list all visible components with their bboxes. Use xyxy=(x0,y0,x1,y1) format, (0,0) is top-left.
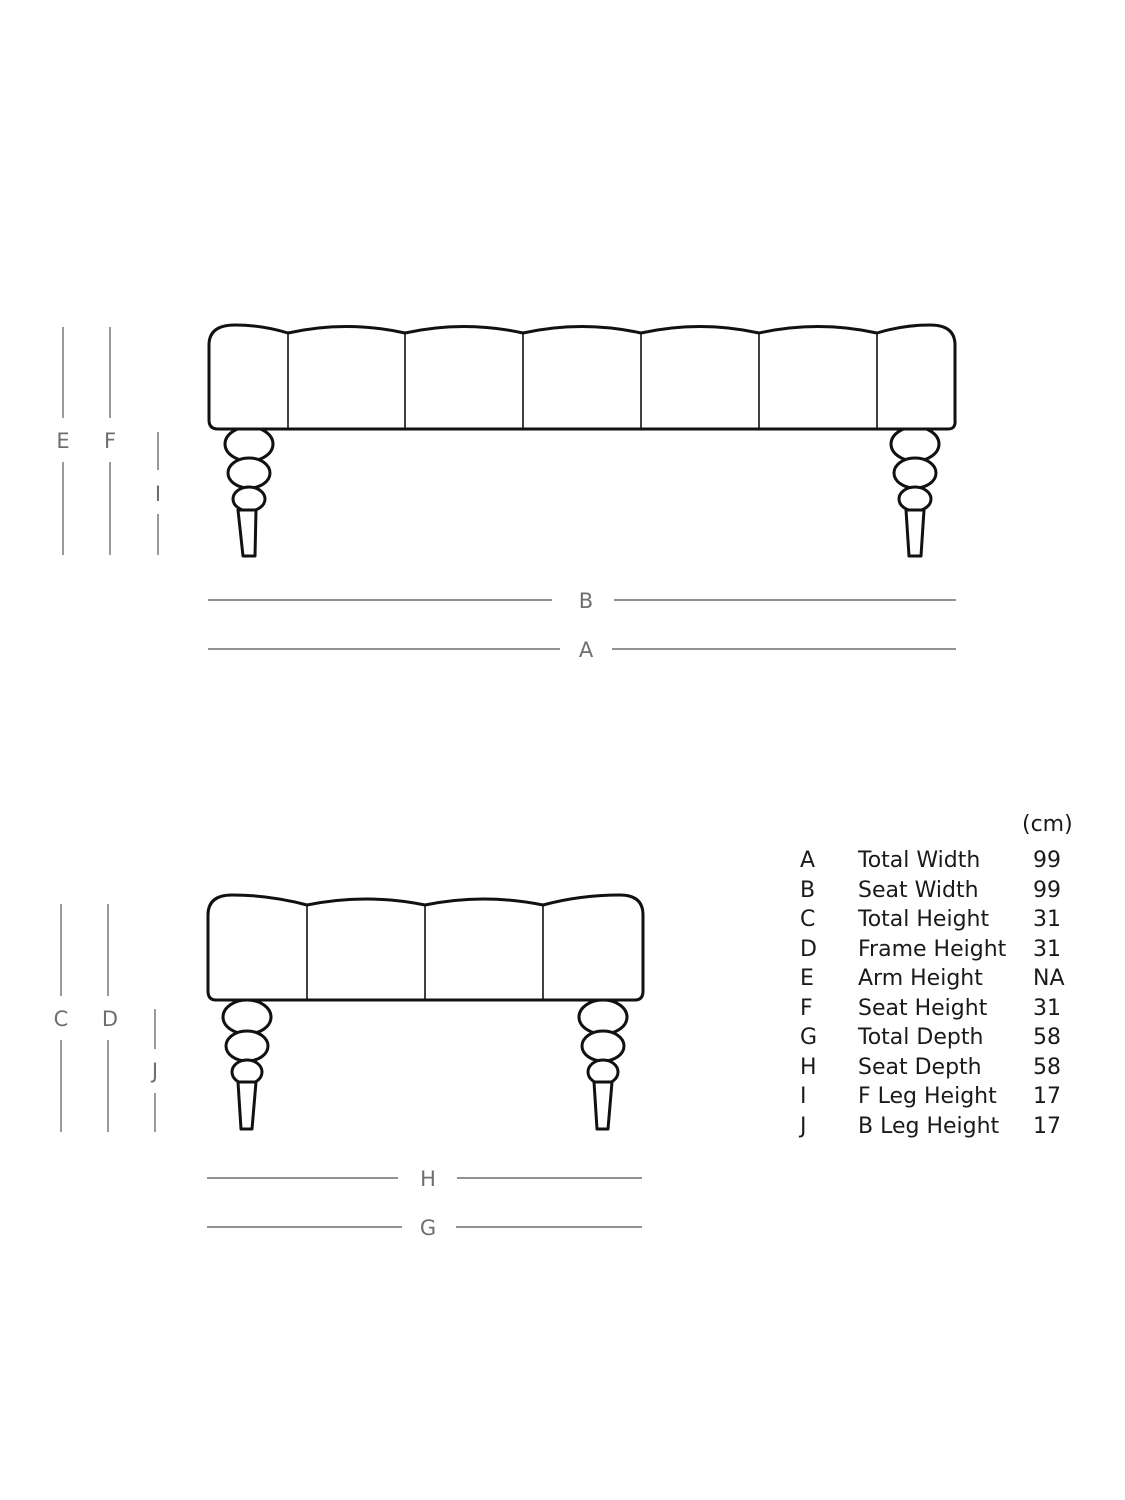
row-value: 17 xyxy=(1033,1084,1061,1109)
side-right-leg xyxy=(579,1000,627,1129)
side-view xyxy=(54,895,643,1240)
table-row xyxy=(797,907,1097,937)
row-value: 99 xyxy=(1033,878,1061,903)
row-name: Seat Width xyxy=(858,878,979,903)
row-key: E xyxy=(800,966,814,991)
table-row xyxy=(797,937,1097,967)
row-name: Total Height xyxy=(858,907,990,932)
table-row xyxy=(797,1084,1097,1114)
dimension-i xyxy=(155,432,161,555)
unit-label: (cm) xyxy=(1022,812,1073,837)
row-value: 58 xyxy=(1033,1055,1061,1080)
row-key: C xyxy=(800,907,816,932)
table-row xyxy=(797,1025,1097,1055)
row-value: 31 xyxy=(1033,907,1061,932)
row-value: 99 xyxy=(1033,848,1061,873)
row-name: Arm Height xyxy=(858,966,983,991)
dimension-g xyxy=(207,1216,642,1240)
row-key: H xyxy=(800,1055,817,1080)
dimension-label-c: C xyxy=(53,1007,69,1031)
dimension-j xyxy=(150,1009,158,1132)
dimension-label-a: A xyxy=(578,638,594,662)
dimension-label-b: B xyxy=(578,589,594,613)
row-key: I xyxy=(800,1084,807,1109)
dimension-c xyxy=(54,904,69,1132)
row-name: B Leg Height xyxy=(858,1114,1000,1139)
row-name: Seat Depth xyxy=(858,1055,982,1080)
table-row xyxy=(797,878,1097,908)
dimension-h xyxy=(207,1167,642,1191)
dimension-f xyxy=(104,327,116,555)
dimension-label-j: J xyxy=(151,1059,159,1083)
row-value: 17 xyxy=(1033,1114,1061,1139)
dimension-label-f: F xyxy=(103,429,117,453)
row-name: Frame Height xyxy=(858,937,1007,962)
dimension-e xyxy=(56,327,69,555)
row-name: Seat Height xyxy=(858,996,988,1021)
side-left-leg xyxy=(223,1000,271,1129)
front-right-leg xyxy=(891,427,939,556)
dimension-label-g: G xyxy=(419,1216,437,1240)
table-row xyxy=(797,1114,1097,1144)
row-key: A xyxy=(800,848,816,873)
row-value: 31 xyxy=(1033,996,1061,1021)
row-name: Total Width xyxy=(858,848,981,873)
row-value: 31 xyxy=(1033,937,1061,962)
dimension-a xyxy=(208,638,956,662)
table-row xyxy=(797,966,1097,996)
front-seat-cushion xyxy=(209,325,955,429)
row-value: NA xyxy=(1033,966,1065,991)
table-row xyxy=(797,1055,1097,1085)
dimension-label-d: D xyxy=(101,1007,119,1031)
dimension-label-h: H xyxy=(420,1167,436,1191)
table-row xyxy=(797,996,1097,1026)
dimension-b xyxy=(208,589,956,613)
dimension-d xyxy=(102,904,118,1132)
row-key: B xyxy=(800,878,816,903)
row-key: J xyxy=(800,1114,807,1139)
dimension-label-i: I xyxy=(154,482,162,506)
row-name: Total Depth xyxy=(858,1025,984,1050)
row-key: D xyxy=(800,937,817,962)
dimension-label-e: E xyxy=(56,429,70,453)
row-key: G xyxy=(800,1025,818,1050)
row-key: F xyxy=(800,996,813,1021)
table-row xyxy=(797,848,1097,878)
row-name: F Leg Height xyxy=(858,1084,997,1109)
front-left-leg xyxy=(225,427,273,556)
row-value: 58 xyxy=(1033,1025,1061,1050)
front-view xyxy=(56,325,956,662)
